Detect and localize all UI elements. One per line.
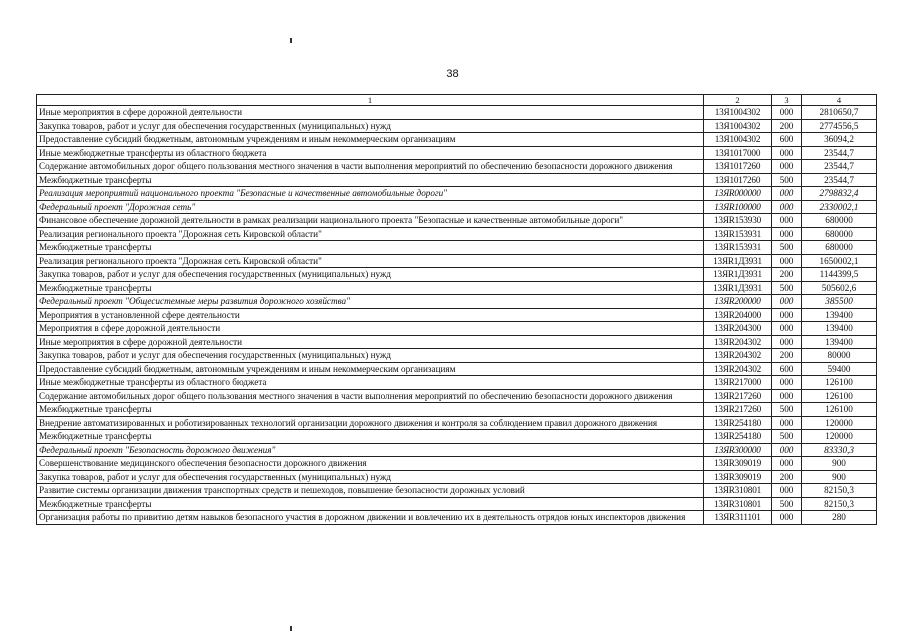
table-row bbox=[37, 268, 877, 282]
table-row bbox=[37, 497, 877, 511]
row-type-cell: 000 bbox=[772, 511, 802, 525]
row-sum-cell: 139400 bbox=[802, 322, 877, 336]
row-type-cell: 600 bbox=[772, 133, 802, 147]
row-type-cell: 200 bbox=[772, 470, 802, 484]
row-type-cell: 000 bbox=[772, 187, 802, 201]
row-type-cell: 000 bbox=[772, 308, 802, 322]
row-code-cell: 13ЯR217260 bbox=[704, 389, 772, 403]
row-name-cell: Реализация мероприятий национального проекта "Безопасные и качественные автомобильные дороги" bbox=[37, 187, 704, 201]
row-type-cell: 500 bbox=[772, 403, 802, 417]
row-sum-cell: 139400 bbox=[802, 335, 877, 349]
table-row bbox=[37, 362, 877, 376]
table-row bbox=[37, 443, 877, 457]
row-code-cell: 13Я1004302 bbox=[704, 133, 772, 147]
row-sum-cell: 23544,7 bbox=[802, 160, 877, 174]
row-type-cell: 000 bbox=[772, 443, 802, 457]
row-type-cell: 500 bbox=[772, 497, 802, 511]
table-row bbox=[37, 335, 877, 349]
row-sum-cell: 36094,2 bbox=[802, 133, 877, 147]
row-sum-cell: 120000 bbox=[802, 430, 877, 444]
row-name-cell: Развитие системы организации движения транспортных средств и пешеходов, повышение безопасности дорожных условий bbox=[37, 484, 704, 498]
row-type-cell: 000 bbox=[772, 295, 802, 309]
row-type-cell: 000 bbox=[772, 106, 802, 120]
row-code-cell: 13ЯR310801 bbox=[704, 484, 772, 498]
row-type-cell: 000 bbox=[772, 322, 802, 336]
row-name-cell: Межбюджетные трансферты bbox=[37, 403, 704, 417]
row-sum-cell: 83330,3 bbox=[802, 443, 877, 457]
row-type-cell: 500 bbox=[772, 241, 802, 255]
row-name-cell: Реализация регионального проекта "Дорожная сеть Кировской области" bbox=[37, 227, 704, 241]
table-row bbox=[37, 403, 877, 417]
table-row bbox=[37, 349, 877, 363]
row-sum-cell: 2774556,5 bbox=[802, 119, 877, 133]
column-number-3: 3 bbox=[772, 95, 802, 106]
table-row bbox=[37, 322, 877, 336]
row-name-cell: Межбюджетные трансферты bbox=[37, 173, 704, 187]
row-sum-cell: 280 bbox=[802, 511, 877, 525]
row-name-cell: Предоставление субсидий бюджетным, автономным учреждениям и иным некоммерческим организациям bbox=[37, 133, 704, 147]
row-type-cell: 000 bbox=[772, 160, 802, 174]
row-name-cell: Иные мероприятия в сфере дорожной деятельности bbox=[37, 335, 704, 349]
row-type-cell: 200 bbox=[772, 268, 802, 282]
row-type-cell: 000 bbox=[772, 146, 802, 160]
row-type-cell: 000 bbox=[772, 484, 802, 498]
row-type-cell: 600 bbox=[772, 362, 802, 376]
row-name-cell: Закупка товаров, работ и услуг для обеспечения государственных (муниципальных) нужд bbox=[37, 470, 704, 484]
row-name-cell: Иные мероприятия в сфере дорожной деятельности bbox=[37, 106, 704, 120]
row-name-cell: Закупка товаров, работ и услуг для обеспечения государственных (муниципальных) нужд bbox=[37, 349, 704, 363]
row-type-cell: 000 bbox=[772, 227, 802, 241]
row-code-cell: 13ЯR217260 bbox=[704, 403, 772, 417]
row-sum-cell: 680000 bbox=[802, 214, 877, 228]
table-row bbox=[37, 308, 877, 322]
row-name-cell: Федеральный проект "Безопасность дорожного движения" bbox=[37, 443, 704, 457]
row-code-cell: 13ЯR100000 bbox=[704, 200, 772, 214]
row-type-cell: 000 bbox=[772, 457, 802, 471]
table-row bbox=[37, 160, 877, 174]
row-sum-cell: 23544,7 bbox=[802, 173, 877, 187]
row-code-cell: 13ЯR310801 bbox=[704, 497, 772, 511]
row-code-cell: 13Я1017000 bbox=[704, 146, 772, 160]
row-code-cell: 13ЯR204302 bbox=[704, 335, 772, 349]
row-name-cell: Совершенствование медицинского обеспечения безопасности дорожного движения bbox=[37, 457, 704, 471]
row-name-cell: Межбюджетные трансферты bbox=[37, 241, 704, 255]
row-type-cell: 200 bbox=[772, 119, 802, 133]
row-type-cell: 000 bbox=[772, 389, 802, 403]
table-row bbox=[37, 389, 877, 403]
column-number-4: 4 bbox=[802, 95, 877, 106]
row-code-cell: 13Я1004302 bbox=[704, 106, 772, 120]
row-code-cell: 13ЯR309019 bbox=[704, 470, 772, 484]
column-number-2: 2 bbox=[704, 95, 772, 106]
row-sum-cell: 82150,3 bbox=[802, 484, 877, 498]
row-code-cell: 13ЯR153930 bbox=[704, 214, 772, 228]
table-header-row bbox=[37, 95, 877, 106]
row-sum-cell: 82150,3 bbox=[802, 497, 877, 511]
table-row bbox=[37, 214, 877, 228]
row-sum-cell: 900 bbox=[802, 457, 877, 471]
row-name-cell: Закупка товаров, работ и услуг для обеспечения государственных (муниципальных) нужд bbox=[37, 268, 704, 282]
table-row bbox=[37, 187, 877, 201]
scan-speck-top bbox=[290, 38, 292, 43]
row-code-cell: 13ЯR217000 bbox=[704, 376, 772, 390]
row-name-cell: Межбюджетные трансферты bbox=[37, 430, 704, 444]
row-sum-cell: 1144399,5 bbox=[802, 268, 877, 282]
row-name-cell: Мероприятия в сфере дорожной деятельности bbox=[37, 322, 704, 336]
row-name-cell: Межбюджетные трансферты bbox=[37, 281, 704, 295]
row-type-cell: 500 bbox=[772, 430, 802, 444]
row-name-cell: Внедрение автоматизированных и роботизированных технологий организации дорожного движения и контроля за соблюдением правил дорожного движения bbox=[37, 416, 704, 430]
row-type-cell: 200 bbox=[772, 349, 802, 363]
row-code-cell: 13ЯR1Д3931 bbox=[704, 281, 772, 295]
row-name-cell: Предоставление субсидий бюджетным, автономным учреждениям и иным некоммерческим организациям bbox=[37, 362, 704, 376]
table-row bbox=[37, 281, 877, 295]
row-sum-cell: 120000 bbox=[802, 416, 877, 430]
table-row bbox=[37, 106, 877, 120]
row-code-cell: 13ЯR300000 bbox=[704, 443, 772, 457]
row-sum-cell: 2810650,7 bbox=[802, 106, 877, 120]
budget-table bbox=[36, 94, 877, 525]
table-row bbox=[37, 133, 877, 147]
row-sum-cell: 505602,6 bbox=[802, 281, 877, 295]
row-code-cell: 13ЯR204302 bbox=[704, 362, 772, 376]
table-row bbox=[37, 430, 877, 444]
row-type-cell: 500 bbox=[772, 281, 802, 295]
row-sum-cell: 680000 bbox=[802, 241, 877, 255]
row-sum-cell: 139400 bbox=[802, 308, 877, 322]
row-sum-cell: 23544,7 bbox=[802, 146, 877, 160]
row-sum-cell: 126100 bbox=[802, 403, 877, 417]
row-name-cell: Закупка товаров, работ и услуг для обеспечения государственных (муниципальных) нужд bbox=[37, 119, 704, 133]
table-row bbox=[37, 511, 877, 525]
row-name-cell: Мероприятия в установленной сфере деятельности bbox=[37, 308, 704, 322]
table-row bbox=[37, 119, 877, 133]
row-code-cell: 13ЯR1Д3931 bbox=[704, 268, 772, 282]
row-sum-cell: 80000 bbox=[802, 349, 877, 363]
row-code-cell: 13ЯR311101 bbox=[704, 511, 772, 525]
row-name-cell: Межбюджетные трансферты bbox=[37, 497, 704, 511]
scan-speck-bottom bbox=[290, 626, 292, 631]
table-row bbox=[37, 484, 877, 498]
row-sum-cell: 1650002,1 bbox=[802, 254, 877, 268]
row-sum-cell: 900 bbox=[802, 470, 877, 484]
row-code-cell: 13ЯR204300 bbox=[704, 322, 772, 336]
row-name-cell: Федеральный проект "Дорожная сеть" bbox=[37, 200, 704, 214]
table-row bbox=[37, 457, 877, 471]
row-code-cell: 13ЯR254180 bbox=[704, 430, 772, 444]
row-code-cell: 13Я1004302 bbox=[704, 119, 772, 133]
row-type-cell: 000 bbox=[772, 214, 802, 228]
row-sum-cell: 126100 bbox=[802, 376, 877, 390]
table-row bbox=[37, 376, 877, 390]
column-number-1: 1 bbox=[37, 95, 704, 106]
row-sum-cell: 2330002,1 bbox=[802, 200, 877, 214]
row-name-cell: Содержание автомобильных дорог общего пользования местного значения в части выполнения мероприятий по обеспечению безопасности дорожного движения bbox=[37, 160, 704, 174]
row-name-cell: Иные межбюджетные трансферты из областного бюджета bbox=[37, 376, 704, 390]
row-name-cell: Федеральный проект "Общесистемные меры развития дорожного хозяйства" bbox=[37, 295, 704, 309]
row-sum-cell: 2798832,4 bbox=[802, 187, 877, 201]
table-row bbox=[37, 254, 877, 268]
row-name-cell: Финансовое обеспечение дорожной деятельности в рамках реализации национального проекта "Безопасные и качественные автомобильные дороги" bbox=[37, 214, 704, 228]
table-row bbox=[37, 146, 877, 160]
row-sum-cell: 126100 bbox=[802, 389, 877, 403]
table-row bbox=[37, 241, 877, 255]
row-name-cell: Содержание автомобильных дорог общего пользования местного значения в части выполнения мероприятий по обеспечению безопасности дорожного движения bbox=[37, 389, 704, 403]
row-type-cell: 000 bbox=[772, 200, 802, 214]
row-sum-cell: 59400 bbox=[802, 362, 877, 376]
table-row bbox=[37, 416, 877, 430]
row-sum-cell: 680000 bbox=[802, 227, 877, 241]
row-type-cell: 000 bbox=[772, 416, 802, 430]
page-number: 38 bbox=[446, 68, 459, 80]
row-name-cell: Реализация регионального проекта "Дорожная сеть Кировской области" bbox=[37, 254, 704, 268]
row-type-cell: 000 bbox=[772, 376, 802, 390]
row-type-cell: 000 bbox=[772, 254, 802, 268]
row-code-cell: 13ЯR309019 bbox=[704, 457, 772, 471]
table-row bbox=[37, 470, 877, 484]
row-code-cell: 13Я1017260 bbox=[704, 160, 772, 174]
row-code-cell: 13ЯR204302 bbox=[704, 349, 772, 363]
row-code-cell: 13Я1017260 bbox=[704, 173, 772, 187]
table-row bbox=[37, 295, 877, 309]
table-row bbox=[37, 173, 877, 187]
row-code-cell: 13ЯR153931 bbox=[704, 241, 772, 255]
row-type-cell: 000 bbox=[772, 335, 802, 349]
row-code-cell: 13ЯR254180 bbox=[704, 416, 772, 430]
table-row bbox=[37, 200, 877, 214]
table-row bbox=[37, 227, 877, 241]
row-code-cell: 13ЯR1Д3931 bbox=[704, 254, 772, 268]
table-body bbox=[37, 106, 877, 525]
row-code-cell: 13ЯR204000 bbox=[704, 308, 772, 322]
row-sum-cell: 385500 bbox=[802, 295, 877, 309]
row-type-cell: 500 bbox=[772, 173, 802, 187]
row-code-cell: 13ЯR153931 bbox=[704, 227, 772, 241]
row-code-cell: 13ЯR200000 bbox=[704, 295, 772, 309]
row-name-cell: Иные межбюджетные трансферты из областного бюджета bbox=[37, 146, 704, 160]
row-name-cell: Организация работы по привитию детям навыков безопасного участия в дорожном движении и вовлечению их в деятельность отрядов юных инспекторов движения bbox=[37, 511, 704, 525]
row-code-cell: 13ЯR000000 bbox=[704, 187, 772, 201]
